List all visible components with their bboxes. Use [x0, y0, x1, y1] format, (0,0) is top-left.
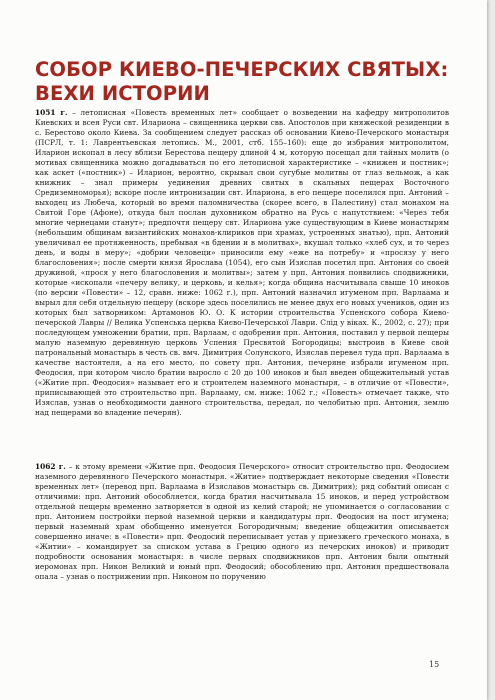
- entry-text: – к этому времени «Житие прп. Феодосия Печерского» относит строительство прп. Феодосием наземного деревянного Печерского монастыря. «Житие» подтверждает некоторые сведения «Повести временных лет» (перевод прп. Варлаама в Изяславов монастырь св. Димитрия); ряд событий описан с отличиями: прп. Антоний обособляется, когда братия насчитывала 15 иноков, и перед устройством отдельной пещеры временно затворяется в одной из келий старой; не упоминается о согласовании с прп. Антонием постройки первой наземной церкви и кандидатуры прп. Феодосия на пост игумена; первый наземный храм обобщенно именуется Богородичным; введение общежития описывается совершенно иначе: в «Повести» прп. Феодосий переписывает устав у приезжего греческого монаха, в «Житии» – командирует за списком устава в Грецию одного из печерских иноков) и приводит подробности основания монастыря: в числе первых сподвижников прп. Антония были опытный иеромонах прп. Никон Великий и юный прп. Феодосий; обособлению прп. Антония предшествовала опала – узнав о пострижении прп. Никоном по поручению: [35, 462, 449, 581]
- entry-year: 1062 г.: [35, 462, 66, 471]
- chronicle-entry-1062: [35, 462, 449, 652]
- title-line-2: ВЕХИ ИСТОРИИ: [35, 82, 210, 105]
- entry-text: – летописная «Повесть временных лет» сообщает о возведении на кафедру митрополитов Киевских и всея Руси свт. Илариона – священника церкви свв. Апостолов при княжеской резиденции в с. Берестово около Киева. За сообщением следует рассказ об основании Киево-Печерского монастыря (ПСРЛ, т. 1: Лаврентьевская летопись. М., 2001, стб. 155–160): еще до избрания митрополитом, Иларион ископал в лесу вблизи Берестова пещеру длиной 4 м, которую посещал для тайных молитв (о мотивах священника можно догадываться по его летописной характеристике – «книжен и постник»; как аскет («постник») – Иларион, вероятно, скрывал свои сугубые молитвы от глаз вельмож, а как книжник – знал примеры уединения древних святых в скальных пещерах Восточного Средиземноморья); вскоре после интронизации свт. Илариона, в его пещере поселился прп. Антоний – выходец из Любеча, который во время паломничества (скорее всего, в Палестину) стал монахом на Святой Горе (Афоне), откуда был послан духовником обратно на Русь с напутствием: «Через тебя многие чернецами станут»; предпочтя пещеру свт. Илариона уже существующим в Киеве монастырям (небольшим общинам византийских монахов-клириков при храмах, устроенных знатью), прп. Антоний увеличивал ее протяженность, пребывая «в бдении и в молитвах», вкушал только «хлеб сух, и то через день, и воды в меру»; «добрии человеци» приносили ему «еже на потребу» и «просязу у него благословения»; после смерти князя Ярослава (1054), его сын Изяслав посетил прп. Антония со своей дружиной, «прося у него благословения и молитвы»; затем у прп. Антония появились сподвижники, которые «ископали «печеру велику, и церковь, и келья»; когда община насчитывала свыше 10 иноков (по версии «Повести» – 12, сравн. ниже: 1062 г.), прп. Антоний назначил игуменом прп. Варлаама и вырыл для себя отдельную пещеру (вскоре здесь поселились не менее двух его новых учеников, один из которых был затворником: Артамонов Ю. О. К истории строительства Успенского собора Киево-печерской Лавры // Велика Успенська церква Києво-Печерської Лаври. Слід у віках. К., 2002, с. 27); при последующем умножении братии, прп. Варлаам, с одобрения прп. Антония, поставил у первой пещеры малую наземную деревянную церковь Успения Пресвятой Богородицы; выстроив в Киеве свой патрональный монастырь в честь св. вмч. Димитрия Солунского, Изяслав перевел туда прп. Варлаама в качестве настоятеля, а на его место, по совету прп. Антония, печеряне избрали игуменом прп. Феодосия, при котором число братии выросло с 20 до 100 иноков и был введен общежительный устав («Житие прп. Феодосия» называет его и строителем наземного монастыря, – в отличие от «Повести», приписывающей это строительство прп. Варлааму, см. ниже: 1062 г.; «Повесть» отмечает также, что Изяслав, узнав о необходимости данного строительства, передал, по челобитью прп. Антония, землю над пещерами во владение печерян).: [35, 108, 449, 417]
- page-number: 15: [429, 660, 440, 669]
- title-line-1: СОБОР КИЕВО-ПЕЧЕРСКИХ СВЯТЫХ:: [35, 58, 449, 81]
- page-title: [35, 58, 455, 106]
- chronicle-entry-1051: [35, 108, 449, 448]
- entry-year: 1051 г.: [35, 108, 68, 117]
